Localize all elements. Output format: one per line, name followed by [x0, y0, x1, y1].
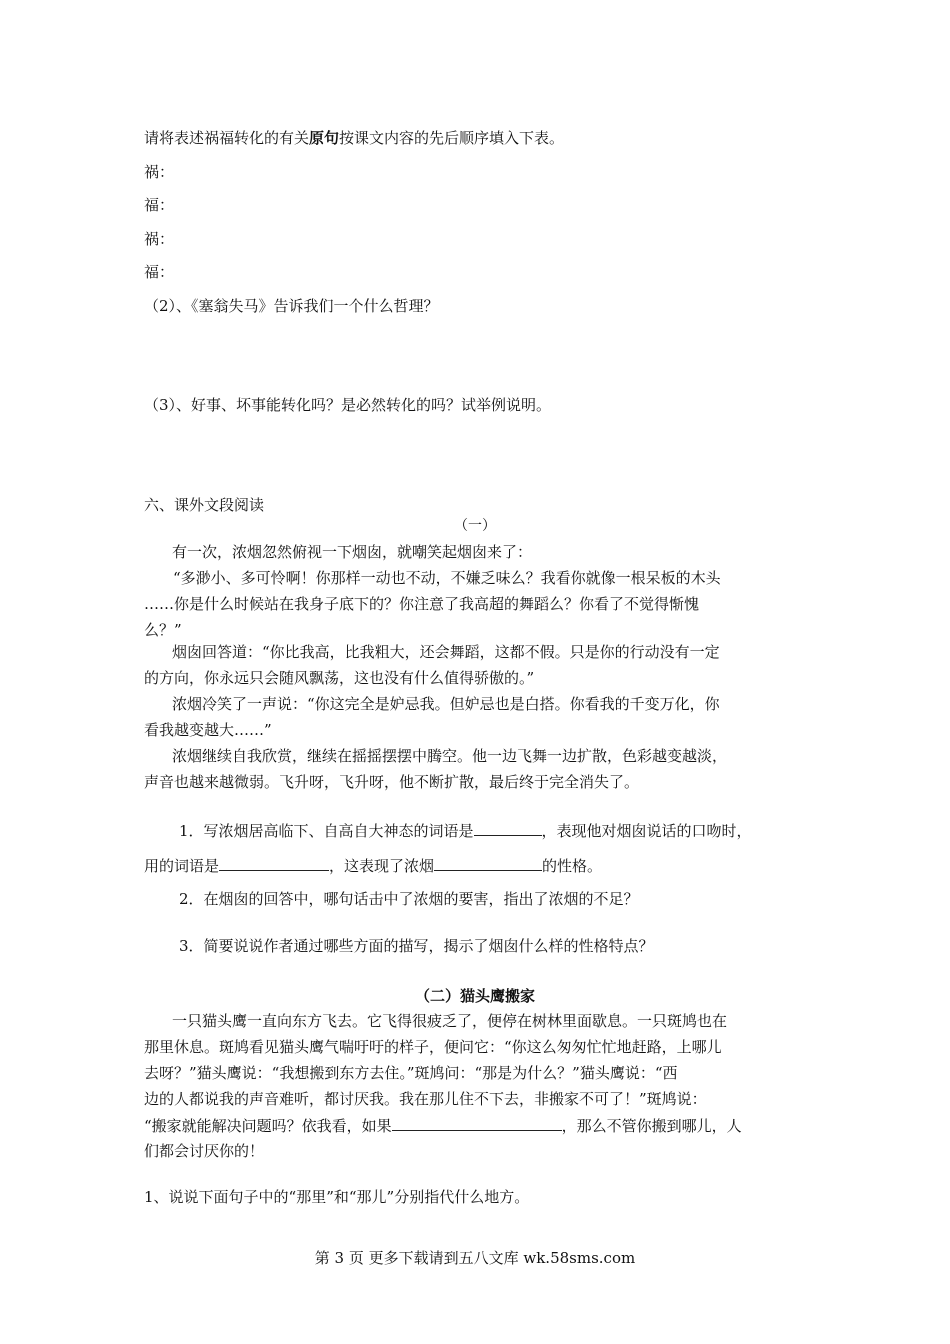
exercise-1-text: 用的词语是 — [144, 857, 220, 875]
passage-1-line: 么？” — [144, 621, 182, 639]
exercise-1-line-2 — [144, 854, 602, 877]
passage-1-line: “多渺小、多可怜啊！你那样一动也不动，不嫌乏味么？我看你就像一根呆板的木头 — [173, 569, 721, 587]
passage-1-heading: （一） — [454, 518, 496, 534]
table-row-3: 祸： — [144, 230, 175, 248]
passage-2-line: 一只猫头鹰一直向东方飞去。它飞得很疲乏了，便停在树林里面歇息。一只斑鸠也在 — [172, 1012, 728, 1030]
answer-blank[interactable] — [434, 854, 542, 871]
exercise-3: 3．简要说说作者通过哪些方面的描写，揭示了烟囱什么样的性格特点？ — [179, 937, 654, 955]
question-3: （3）、好事、坏事能转化吗？是必然转化的吗？试举例说明。 — [144, 396, 552, 414]
answer-blank[interactable] — [474, 819, 542, 836]
passage-1-line: ……你是什么时候站在我身子底下的？你注意了我高超的舞蹈么？你看了不觉得惭愧 — [144, 595, 700, 613]
instruction-bold: 原句 — [309, 129, 340, 147]
answer-blank[interactable] — [219, 854, 329, 871]
exercise-1-text: 的性格。 — [542, 857, 603, 875]
passage-2-line: 去呀？”猫头鹰说：“我想搬到东方去住。”斑鸠问：“那是为什么？”猫头鹰说：“西 — [144, 1064, 678, 1082]
exercise-1-text: ，这表现了浓烟 — [329, 857, 435, 875]
section-title: 六、课外文段阅读 — [144, 496, 265, 514]
exercise-1-text: ，表现他对烟囱说话的口吻时， — [541, 822, 752, 840]
instruction-text: 请将表述祸福转化的有关 — [144, 129, 310, 147]
passage-2-line-5 — [144, 1114, 742, 1137]
passage-1-line: 烟囱回答道：“你比我高，比我粗大，还会舞蹈，这都不假。只是你的行动没有一定 — [172, 643, 720, 661]
passage-2-text: ，那么不管你搬到哪儿，人 — [561, 1117, 742, 1135]
passage-2-text: “搬家就能解决问题吗？依我看，如果 — [144, 1117, 392, 1135]
passage-2-heading: （二）猫头鹰搬家 — [414, 987, 535, 1005]
passage-1-line: 浓烟继续自我欣赏，继续在摇摇摆摆中腾空。他一边飞舞一边扩散，色彩越变越淡， — [172, 747, 728, 765]
instruction-text-end: 按课文内容的先后顺序填入下表。 — [339, 129, 565, 147]
instruction-line — [144, 127, 564, 149]
passage-1-line: 的方向，你永远只会随风飘荡，这也没有什么值得骄傲的。” — [144, 669, 535, 687]
page-footer: 第 3 页 更多下载请到五八文库 wk.58sms.com — [314, 1249, 636, 1267]
exercise-1-line-1 — [179, 819, 752, 842]
passage-2-line: 那里休息。斑鸠看见猫头鹰气喘吁吁的样子，便问它：“你这么匆匆忙忙地赶路，上哪儿 — [144, 1038, 722, 1056]
table-row-4: 福： — [144, 263, 175, 281]
answer-blank[interactable] — [392, 1114, 562, 1131]
passage-2-line: 边的人都说我的声音难听，都讨厌我。我在那儿住不下去，非搬家不可了！”斑鸠说： — [144, 1090, 707, 1108]
passage-1-line: 有一次，浓烟忽然俯视一下烟囱，就嘲笑起烟囱来了： — [172, 543, 533, 561]
table-row-1: 祸： — [144, 163, 175, 181]
passage-1-line: 看我越变越大……” — [144, 721, 272, 739]
exercise-2: 2．在烟囱的回答中，哪句话击中了浓烟的要害，指出了浓烟的不足？ — [179, 890, 639, 908]
exercise-1-text: 1．写浓烟居高临下、自高自大神态的词语是 — [179, 822, 474, 840]
question-2: （2）、《塞翁失马》告诉我们一个什么哲理？ — [144, 297, 439, 315]
passage-1-line: 声音也越来越微弱。飞升呀，飞升呀，他不断扩散，最后终于完全消失了。 — [144, 773, 640, 791]
table-row-2: 福： — [144, 196, 175, 214]
passage-2-line: 们都会讨厌你的！ — [144, 1142, 265, 1160]
passage-1-line: 浓烟冷笑了一声说：“你这完全是妒忌我。但妒忌也是白搭。你看我的千变万化，你 — [172, 695, 720, 713]
passage-2-question-1: 1、说说下面句子中的“那里”和“那儿”分别指代什么地方。 — [144, 1188, 530, 1206]
